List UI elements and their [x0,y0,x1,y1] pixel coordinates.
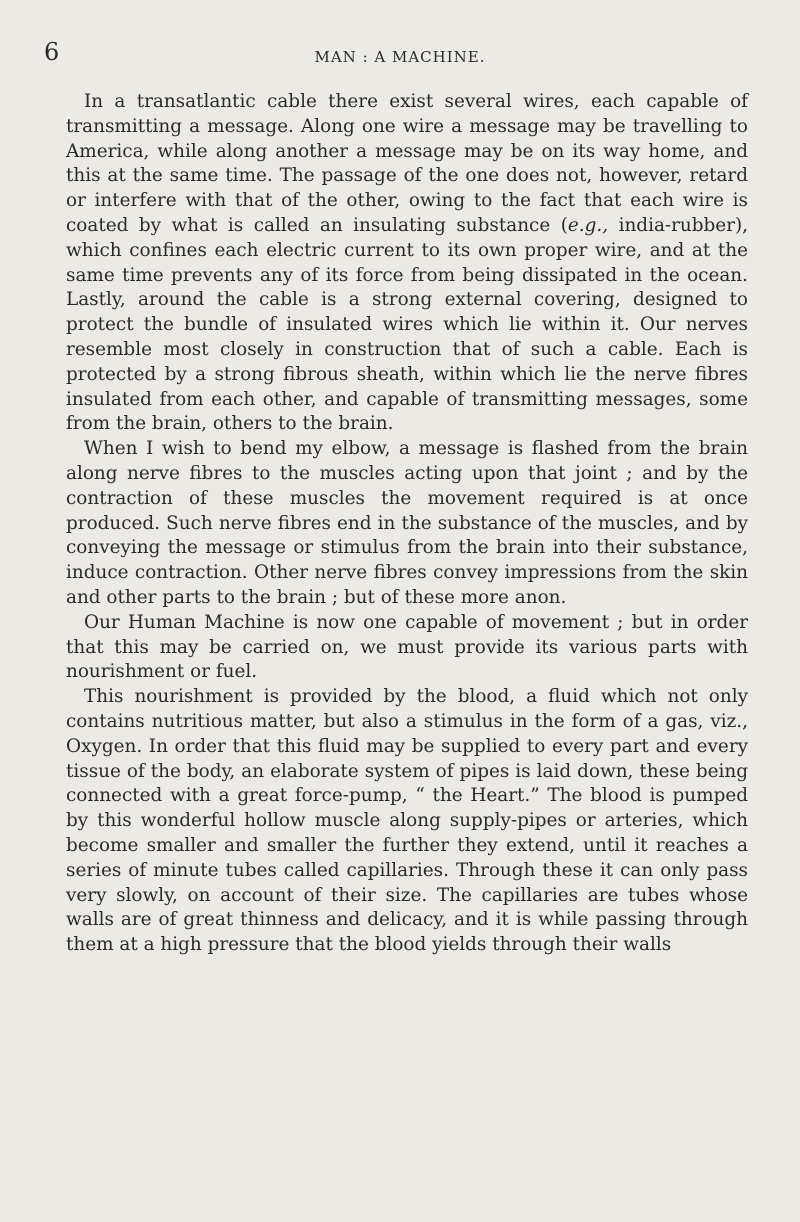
running-title: MAN : A MACHINE. [314,48,486,66]
paragraph-blood: This nourishment is provided by the blood, a fluid which not only contains nutritious matter, but also a stimulus in the form of a gas, viz., Oxygen. In order that this fluid may be supplied to every part and every tissue of the body, an elaborate system of pipes is laid down, these being connected with a great force-pump, “ the Heart.” The blood is pumped by this wonderful hollow muscle along supply-pipes or arteries, which become smaller and smaller the further they extend, until it reaches a series of minute tubes called capillaries. Through these it can only pass very slowly, on account of their size. The capillaries are tubes whose walls are of great thinness and delicacy, and it is while passing through them at a high pressure that the blood yields through their walls [66,686,748,956]
page-number: 6 [44,38,60,66]
emphasis-eg: e.g., [567,214,609,236]
paragraph-elbow: When I wish to bend my elbow, a message is flashed from the brain along nerve fibres to the muscles acting upon that joint ; and by the contraction of these muscles the movement required is at once produced. Such nerve fibres end in the substance of the muscles, and by conveying the message or stimulus from the brain into their substance, induce contraction. Other nerve fibres convey impressions from the skin and other parts to the brain ; but of these more anon. [66,438,748,608]
paragraph-machine: Our Human Machine is now one capable of movement ; but in order that this may be carried on, we must provide its various parts with nourishment or fuel. [66,611,748,683]
body-text [66,90,748,958]
paragraph-cable-text-start: In a transatlantic cable there exist several wires, each capable of transmitting a message. Along one wire a message may be travelling to America, while along another a message may be on its way home, and this at the same time. The passage of the one does not, however, retard or interfere with that of the other, owing to the fact that each wire is coated by what is called an insulating substance ( [66,91,748,236]
paragraph-cable-text-end: india-rubber), which confines each electric current to its own proper wire, and at the same time prevents any of its force from being dissipated in the ocean. Lastly, around the cable is a strong external covering, designed to protect the bundle of insulated wires which lie within it. Our nerves resemble most closely in construction that of such a cable. Each is protected by a strong fibrous sheath, within which lie the nerve fibres insulated from each other, and capable of transmitting messages, some from the brain, others to the brain. [66,214,749,435]
paragraph-cable [66,90,748,437]
